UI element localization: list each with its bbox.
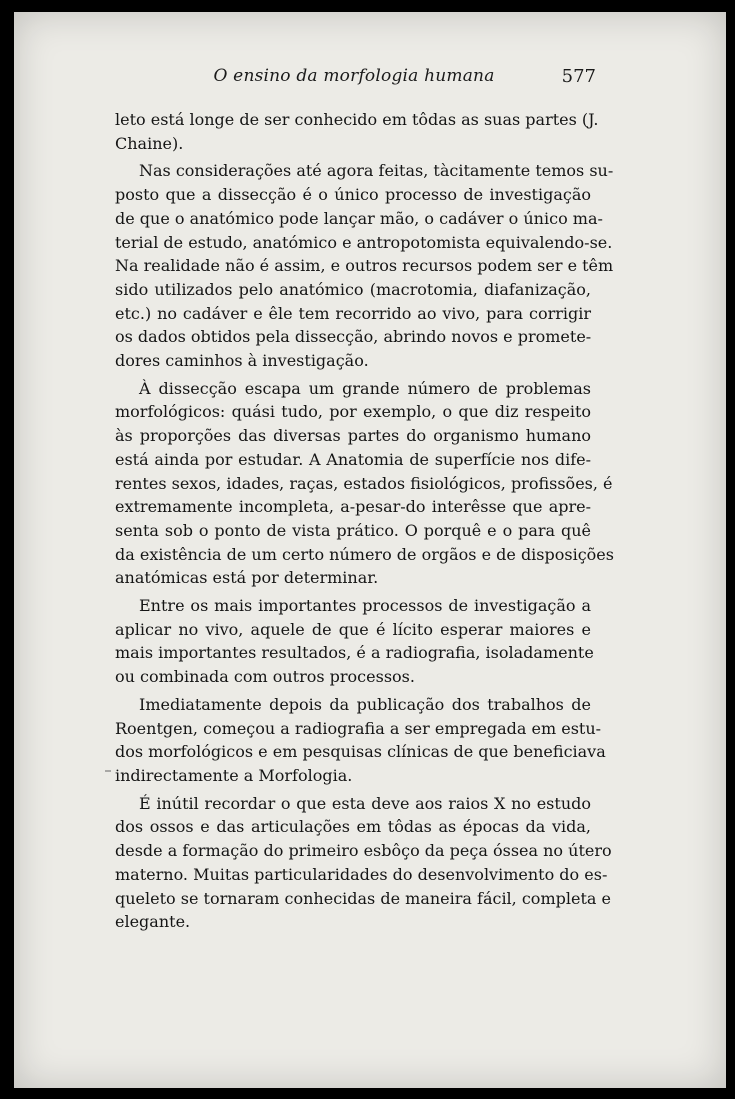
text-line: Na realidade não é assim, e outros recursos podem ser e têm <box>115 256 614 276</box>
text-line: dos morfológicos e em pesquisas clínicas de que beneficiava <box>115 742 606 762</box>
text-line: anatómicas está por determinar. <box>115 568 379 588</box>
text-line: sido utilizados pelo anatómico (macrotomia, diafanização, <box>115 279 591 299</box>
text-line: À dissecção escapa um grande número de problemas <box>139 378 591 398</box>
text-line: leto está longe de ser conhecido em tôdas as suas partes (J. <box>115 110 599 129</box>
ink-speck <box>105 770 111 772</box>
text-line: os dados obtidos pela dissecção, abrindo novos e promete- <box>115 327 592 347</box>
paragraph <box>115 159 614 372</box>
text-line: senta sob o ponto de vista prático. O porquê e o para quê <box>115 520 591 540</box>
paragraph <box>115 108 599 155</box>
text-line: Nas considerações até agora feitas, tàcitamente temos su- <box>139 161 614 181</box>
text-line: indirectamente a Morfologia. <box>115 765 353 785</box>
text-line: Entre os mais importantes processos de investigação a <box>139 596 591 616</box>
text-line: mais importantes resultados, é a radiografia, isoladamente <box>115 643 594 663</box>
text-line: está ainda por estudar. A Anatomia de superfície nos dife- <box>115 449 591 469</box>
text-line: Chaine). <box>115 133 184 153</box>
text-line: É inútil recordar o que esta deve aos raios X no estudo <box>139 793 591 813</box>
text-line: rentes sexos, idades, raças, estados fisiológicos, profissões, é <box>115 473 613 493</box>
text-line: Imediatamente depois da publicação dos trabalhos de <box>139 694 591 714</box>
running-title: O ensino da morfologia humana <box>213 66 495 86</box>
text-line: elegante. <box>115 912 191 932</box>
paragraph <box>115 377 614 590</box>
text-line: ou combinada com outros processos. <box>115 667 415 687</box>
text-line: queleto se tornaram conhecidas de maneira fácil, completa e <box>115 888 611 908</box>
text-line: posto que a dissecção é o único processo de investigação <box>115 185 591 205</box>
text-line: às proporções das diversas partes do organismo humano <box>115 426 591 446</box>
text-line: desde a formação do primeiro esbôço da peça óssea no útero <box>115 841 612 861</box>
page-number: 577 <box>561 66 596 87</box>
text-line: morfológicos: quási tudo, por exemplo, o que diz respeito <box>115 402 591 422</box>
text-line: de que o anatómico pode lançar mão, o cadáver o único ma- <box>115 208 603 228</box>
text-line: aplicar no vivo, aquele de que é lícito esperar maiores e <box>115 619 591 639</box>
paragraph <box>115 693 606 788</box>
paragraph <box>115 792 612 934</box>
running-head <box>112 66 596 90</box>
text-line: dos ossos e das articulações em tôdas as épocas da vida, <box>115 817 591 837</box>
text-line: terial de estudo, anatómico e antropotomista equivalendo-se. <box>115 232 613 252</box>
text-line: dores caminhos à investigação. <box>115 351 369 371</box>
text-line: etc.) no cadáver e êle tem recorrido ao vivo, para corrigir <box>115 303 591 323</box>
text-line: Roentgen, começou a radiografia a ser empregada em estu- <box>115 718 602 738</box>
text-line: materno. Muitas particularidades do desenvolvimento do es- <box>115 864 608 884</box>
text-line: da existência de um certo número de orgãos e de disposições <box>115 544 614 564</box>
paragraph <box>115 594 594 689</box>
text-line: extremamente incompleta, a-pesar-do interêsse que apre- <box>115 497 591 517</box>
body-text <box>115 108 614 934</box>
